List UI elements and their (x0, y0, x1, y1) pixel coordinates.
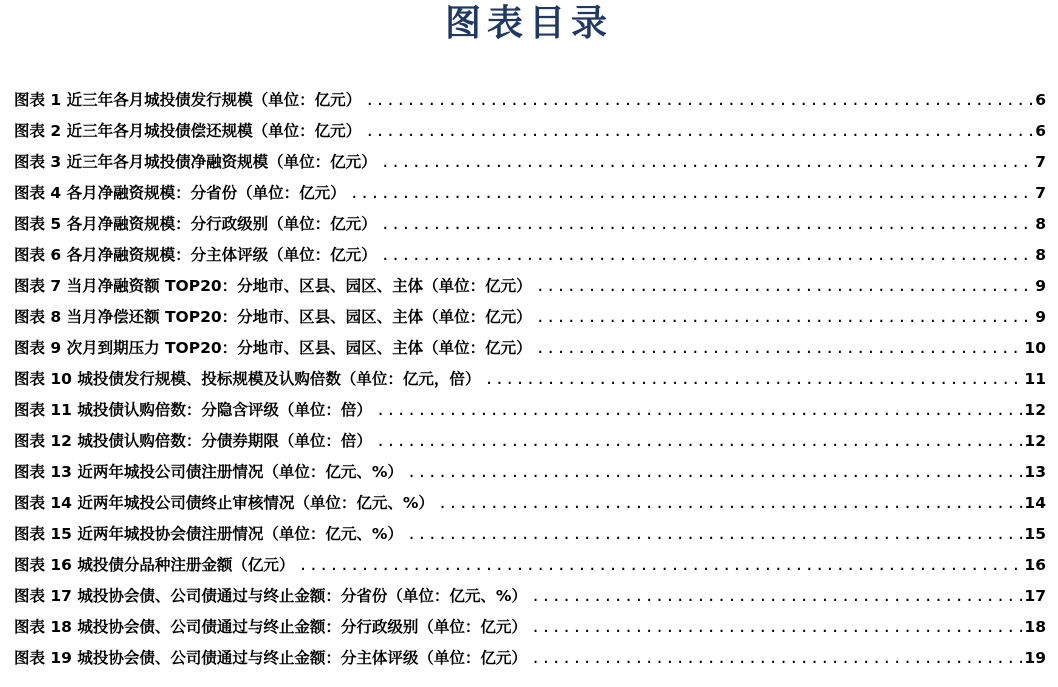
toc-entry-label[interactable]: 图表 4 各月净融资规模：分省份（单位：亿元） (14, 184, 346, 202)
toc-entry-page-number[interactable]: 6 (1035, 122, 1046, 140)
toc-entry-label[interactable]: 图表 12 城投债认购倍数：分债券期限（单位：倍） (14, 432, 372, 450)
dot-leader (407, 525, 1023, 543)
dot-leader (536, 339, 1023, 357)
toc-entry[interactable] (14, 181, 1046, 212)
dot-leader (438, 494, 1023, 512)
toc-entry-page-number[interactable]: 8 (1035, 246, 1046, 264)
toc-entry-page-number[interactable]: 14 (1024, 494, 1046, 512)
dot-leader (484, 370, 1022, 388)
toc-entry-page-number[interactable]: 17 (1024, 587, 1046, 605)
toc-entry-page-number[interactable]: 13 (1024, 463, 1046, 481)
toc-entry-page-number[interactable]: 12 (1024, 432, 1046, 450)
dot-leader (350, 184, 1034, 202)
dot-leader (365, 122, 1033, 140)
dot-leader (381, 215, 1034, 233)
toc-entry[interactable] (14, 553, 1046, 584)
toc-entry-page-number[interactable]: 19 (1024, 649, 1046, 667)
dot-leader (536, 308, 1034, 326)
dot-leader (381, 153, 1034, 171)
dot-leader (531, 618, 1023, 636)
toc-entry-label[interactable]: 图表 5 各月净融资规模：分行政级别（单位：亿元） (14, 215, 377, 233)
toc-entry-page-number[interactable]: 10 (1024, 339, 1046, 357)
dot-leader (381, 246, 1034, 264)
page-title: 图表目录 (444, 2, 613, 44)
toc-entry-page-number[interactable]: 12 (1024, 401, 1046, 419)
toc-entry-label[interactable]: 图表 1 近三年各月城投债发行规模（单位：亿元） (14, 91, 362, 109)
toc-entry[interactable] (14, 305, 1046, 336)
toc-entry-page-number[interactable]: 9 (1035, 277, 1046, 295)
dot-leader (407, 463, 1023, 481)
toc-entry[interactable] (14, 615, 1046, 646)
toc-entry-label[interactable]: 图表 7 当月净融资额 TOP20：分地市、区县、园区、主体（单位：亿元） (14, 277, 532, 295)
toc-entry[interactable] (14, 336, 1046, 367)
toc-entry[interactable] (14, 522, 1046, 553)
toc-entry-page-number[interactable]: 7 (1035, 153, 1046, 171)
toc-entry[interactable] (14, 646, 1046, 677)
toc-entry-label[interactable]: 图表 16 城投债分品种注册金额（亿元） (14, 556, 295, 574)
toc-entry-page-number[interactable]: 18 (1024, 618, 1046, 636)
toc-entry[interactable] (14, 212, 1046, 243)
toc-entry-page-number[interactable]: 15 (1024, 525, 1046, 543)
toc-entry-page-number[interactable]: 9 (1035, 308, 1046, 326)
toc-entry-label[interactable]: 图表 6 各月净融资规模：分主体评级（单位：亿元） (14, 246, 377, 264)
toc-entry[interactable] (14, 491, 1046, 522)
toc-entry[interactable] (14, 274, 1046, 305)
toc-entry-label[interactable]: 图表 11 城投债认购倍数：分隐含评级（单位：倍） (14, 401, 372, 419)
toc-entry[interactable] (14, 150, 1046, 181)
toc-entry-label[interactable]: 图表 14 近两年城投公司债终止审核情况（单位：亿元、%） (14, 494, 434, 512)
figure-toc-list (14, 88, 1046, 677)
toc-entry-label[interactable]: 图表 13 近两年城投公司债注册情况（单位：亿元、%） (14, 463, 403, 481)
toc-entry-label[interactable]: 图表 10 城投债发行规模、投标规模及认购倍数（单位：亿元，倍） (14, 370, 481, 388)
dot-leader (376, 401, 1023, 419)
toc-entry-page-number[interactable]: 11 (1024, 370, 1046, 388)
toc-entry-page-number[interactable]: 6 (1035, 91, 1046, 109)
toc-entry-page-number[interactable]: 16 (1024, 556, 1046, 574)
toc-entry-label[interactable]: 图表 15 近两年城投协会债注册情况（单位：亿元、%） (14, 525, 403, 543)
toc-entry[interactable] (14, 460, 1046, 491)
toc-entry-label[interactable]: 图表 3 近三年各月城投债净融资规模（单位：亿元） (14, 153, 377, 171)
dot-leader (298, 556, 1022, 574)
toc-entry-page-number[interactable]: 8 (1035, 215, 1046, 233)
toc-entry-label[interactable]: 图表 19 城投协会债、公司债通过与终止金额：分主体评级（单位：亿元） (14, 649, 527, 667)
dot-leader (531, 587, 1023, 605)
toc-entry[interactable] (14, 119, 1046, 150)
dot-leader (536, 277, 1034, 295)
toc-entry[interactable] (14, 429, 1046, 460)
toc-entry[interactable] (14, 584, 1046, 615)
toc-entry-label[interactable]: 图表 2 近三年各月城投债偿还规模（单位：亿元） (14, 122, 362, 140)
dot-leader (376, 432, 1023, 450)
dot-leader (531, 649, 1023, 667)
toc-entry[interactable] (14, 367, 1046, 398)
dot-leader (365, 91, 1033, 109)
toc-entry-label[interactable]: 图表 17 城投协会债、公司债通过与终止金额：分省份（单位：亿元、%） (14, 587, 527, 605)
toc-entry-label[interactable]: 图表 18 城投协会债、公司债通过与终止金额：分行政级别（单位：亿元） (14, 618, 527, 636)
toc-entry-label[interactable]: 图表 9 次月到期压力 TOP20：分地市、区县、园区、主体（单位：亿元） (14, 339, 532, 357)
toc-entry[interactable] (14, 398, 1046, 429)
toc-entry[interactable] (14, 243, 1046, 274)
toc-entry-page-number[interactable]: 7 (1035, 184, 1046, 202)
toc-entry[interactable] (14, 88, 1046, 119)
toc-entry-label[interactable]: 图表 8 当月净偿还额 TOP20：分地市、区县、园区、主体（单位：亿元） (14, 308, 532, 326)
